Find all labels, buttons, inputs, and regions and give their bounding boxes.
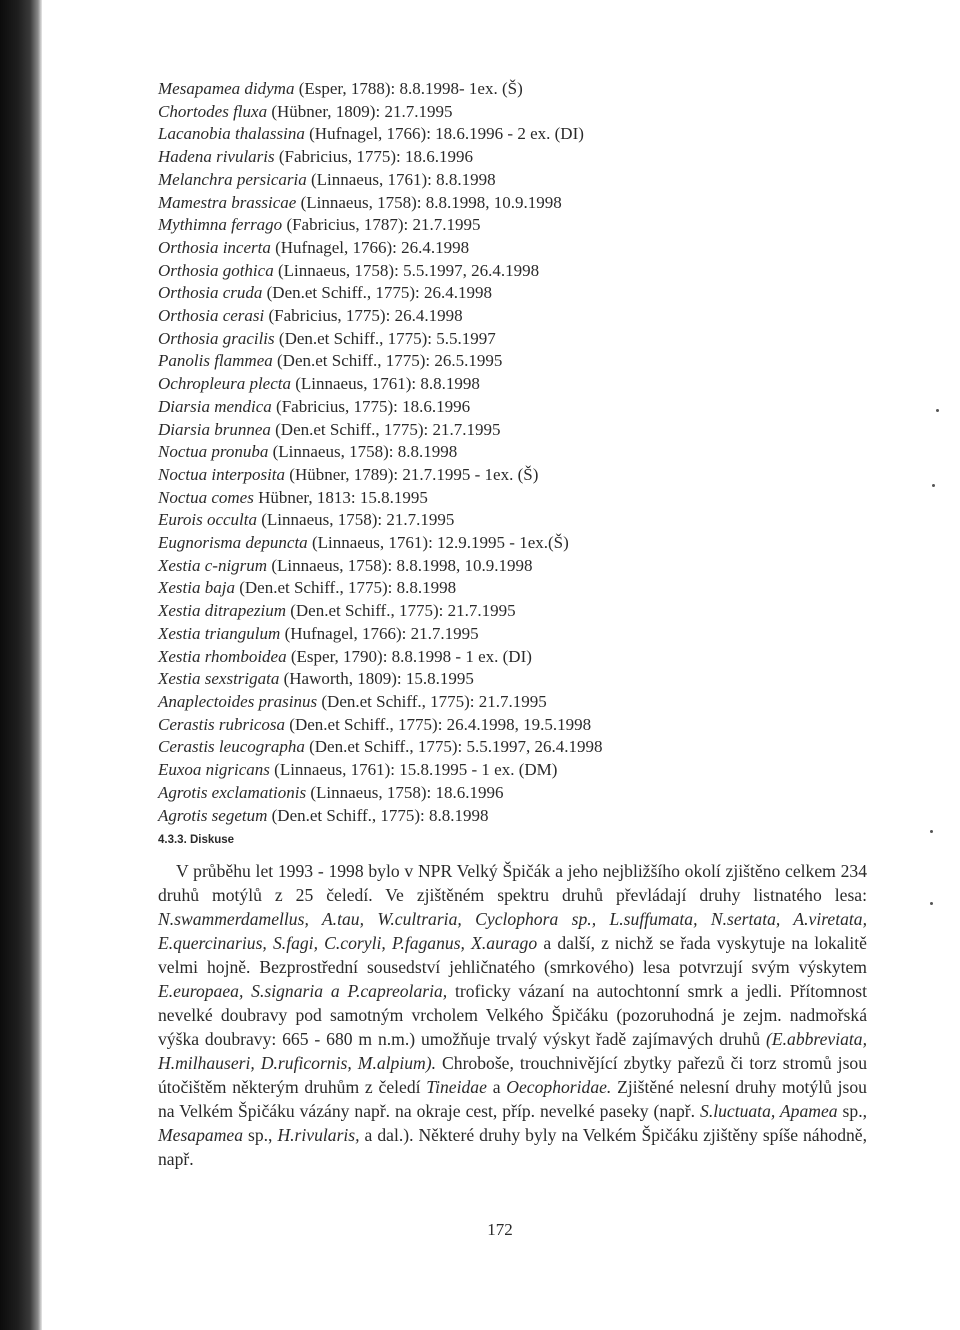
species-name: Xestia baja — [158, 578, 235, 598]
species-name: Xestia triangulum — [158, 623, 281, 643]
species-entry — [158, 419, 878, 442]
species-name: Agrotis exclamationis — [158, 782, 307, 802]
scan-speck — [930, 902, 933, 905]
species-record: (Hufnagel, 1766): 26.4.1998 — [270, 237, 470, 257]
species-entry — [158, 782, 878, 805]
species-entry — [158, 260, 878, 283]
scan-binding-edge — [0, 0, 42, 1330]
species-list — [158, 78, 878, 827]
species-record: (Den.et Schiff., 1775): 26.4.1998 — [262, 283, 492, 303]
species-entry — [158, 123, 878, 146]
species-name: Eugnorisma depuncta — [158, 533, 308, 553]
species-record: (Den.et Schiff., 1775): 5.5.1997 — [274, 328, 496, 348]
taxon-names: E.europaea, S.signaria a P.capreolaria, — [158, 981, 448, 1001]
species-name: Orthosia incerta — [158, 237, 271, 257]
species-record: (Linnaeus, 1761): 8.8.1998 — [290, 374, 480, 394]
species-name: Orthosia gothica — [158, 260, 274, 280]
species-entry — [158, 555, 878, 578]
species-entry — [158, 487, 878, 510]
species-record: (Linnaeus, 1761): 8.8.1998 — [306, 169, 496, 189]
species-entry — [158, 759, 878, 782]
species-record: (Linnaeus, 1758): 8.8.1998, 10.9.1998 — [267, 555, 533, 575]
text-run: Zjištěné nelesní druhy motýlů jsou na Velkém Špičáku vázány např. na okraje cest, příp. nevelké paseky (např. — [158, 1077, 867, 1121]
species-record: (Haworth, 1809): 15.8.1995 — [279, 669, 474, 689]
species-name: Orthosia cerasi — [158, 306, 265, 326]
text-run: sp., — [243, 1125, 278, 1145]
species-name: Xestia ditrapezium — [158, 601, 286, 621]
species-record: (Hübner, 1809): 21.7.1995 — [267, 101, 453, 121]
species-record: (Esper, 1790): 8.8.1998 - 1 ex. (DI) — [286, 646, 532, 666]
species-record: (Linnaeus, 1761): 12.9.1995 - 1ex.(Š) — [307, 533, 569, 553]
taxon-names: Tineidae — [426, 1077, 487, 1097]
species-entry — [158, 646, 878, 669]
species-entry — [158, 305, 878, 328]
species-record: (Hufnagel, 1766): 18.6.1996 - 2 ex. (DI) — [304, 124, 584, 144]
species-entry — [158, 714, 878, 737]
text-run: troficky vázaní na autochtonní smrk a jedli. Přítomnost nevelké doubravy pod samotným vrcholem Velkého Špičáku (pozoruhodná je zejm. nadmořská výška doubravy: 665 - 680 m n.m.) umožňuje trvalý výskyt řadě zajímavých druhů — [158, 981, 867, 1049]
discussion-paragraph — [158, 859, 867, 1171]
species-name: Xestia sexstrigata — [158, 669, 280, 689]
species-name: Cerastis rubricosa — [158, 714, 286, 734]
species-name: Euxoa nigricans — [158, 760, 270, 780]
species-name: Mamestra brassicae — [158, 192, 297, 212]
species-record: (Fabricius, 1775): 26.4.1998 — [264, 306, 463, 326]
species-record: (Den.et Schiff., 1775): 26.4.1998, 19.5.1998 — [285, 714, 592, 734]
species-name: Noctua comes — [158, 487, 254, 507]
species-record: (Linnaeus, 1758): 18.6.1996 — [306, 782, 504, 802]
species-name: Diarsia brunnea — [158, 419, 271, 439]
species-record: Hübner, 1813: 15.8.1995 — [253, 487, 428, 507]
taxon-names: N.swammerdamellus, A.tau, W.cultraria, Cyclophora sp., L.suffumata, N.sertata, A.viretata, E.quercinarius, S.fagi, C.coryli, P.faganus, X.aurago — [158, 909, 867, 953]
species-entry — [158, 577, 878, 600]
species-record: (Fabricius, 1775): 18.6.1996 — [274, 147, 473, 167]
species-record: (Esper, 1788): 8.8.1998- 1ex. (Š) — [294, 79, 523, 98]
species-entry — [158, 373, 878, 396]
text-run: a dal.). Některé druhy byly na Velkém Špičáku zjištěny spíše náhodně, např. — [158, 1125, 867, 1169]
species-entry — [158, 691, 878, 714]
species-entry — [158, 78, 878, 101]
species-name: Noctua pronuba — [158, 442, 269, 462]
species-name: Agrotis segetum — [158, 805, 268, 825]
species-record: (Den.et Schiff., 1775): 21.7.1995 — [285, 601, 516, 621]
species-name: Anaplectoides prasinus — [158, 691, 318, 711]
taxon-names: S.luctuata, Apamea — [700, 1101, 838, 1121]
species-name: Cerastis leucographa — [158, 737, 305, 757]
species-entry — [158, 282, 878, 305]
text-run: sp., — [837, 1101, 867, 1121]
species-name: Hadena rivularis — [158, 147, 275, 167]
species-name: Noctua interposita — [158, 464, 286, 484]
species-entry — [158, 668, 878, 691]
species-entry — [158, 237, 878, 260]
species-entry — [158, 328, 878, 351]
species-record: (Linnaeus, 1758): 8.8.1998 — [268, 442, 458, 462]
species-record: (Linnaeus, 1758): 21.7.1995 — [257, 510, 455, 530]
scan-speck — [932, 484, 935, 487]
species-entry — [158, 214, 878, 237]
species-name: Orthosia gracilis — [158, 328, 275, 348]
text-run: Chroboše, trouchnivějící zbytky pařezů či torz stromů jsou útočištěm některým druhům z čeledí — [158, 1053, 868, 1097]
species-record: (Den.et Schiff., 1775): 26.5.1995 — [272, 351, 503, 371]
species-record: (Den.et Schiff., 1775): 21.7.1995 — [270, 419, 501, 439]
scan-speck — [936, 409, 939, 412]
species-name: Orthosia cruda — [158, 283, 263, 303]
species-record: (Linnaeus, 1758): 8.8.1998, 10.9.1998 — [296, 192, 562, 212]
species-entry — [158, 396, 878, 419]
species-record: (Linnaeus, 1758): 5.5.1997, 26.4.1998 — [273, 260, 540, 280]
species-entry — [158, 600, 878, 623]
species-name: Melanchra persicaria — [158, 169, 307, 189]
taxon-names: Oecophoridae. — [506, 1077, 612, 1097]
species-entry — [158, 350, 878, 373]
taxon-names: H.rivularis, — [277, 1125, 360, 1145]
species-name: Panolis flammea — [158, 351, 273, 371]
species-entry — [158, 441, 878, 464]
species-name: Xestia c-nigrum — [158, 555, 268, 575]
species-entry — [158, 146, 878, 169]
species-record: (Den.et Schiff., 1775): 8.8.1998 — [234, 578, 457, 598]
species-name: Diarsia mendica — [158, 396, 272, 416]
species-record: (Fabricius, 1787): 21.7.1995 — [282, 215, 481, 235]
species-record: (Den.et Schiff., 1775): 5.5.1997, 26.4.1998 — [304, 737, 603, 757]
species-name: Mesapamea didyma — [158, 79, 295, 98]
section-heading: 4.3.3. Diskuse — [158, 834, 235, 846]
taxon-names: (E.abbreviata, H.milhauseri, D.ruficornis, M.alpium). — [158, 1029, 867, 1073]
species-entry — [158, 532, 878, 555]
species-record: (Den.et Schiff., 1775): 21.7.1995 — [317, 691, 547, 711]
taxon-names: Mesapamea — [158, 1125, 244, 1145]
species-entry — [158, 805, 878, 828]
species-entry — [158, 192, 878, 215]
species-entry — [158, 464, 878, 487]
species-record: (Linnaeus, 1761): 15.8.1995 - 1 ex. (DM) — [269, 760, 558, 780]
species-entry — [158, 623, 878, 646]
text-run: V průběhu let 1993 - 1998 bylo v NPR Velký Špičák a jeho nejbližšího okolí zjištěno celkem 234 druhů motýlů z 25 čeledí. Ve zjištěném spektru druhů převládají druhy listnatého lesa: — [158, 861, 867, 905]
species-record: (Fabricius, 1775): 18.6.1996 — [271, 396, 471, 416]
species-name: Mythimna ferrago — [158, 215, 283, 235]
text-run: a — [486, 1077, 507, 1097]
species-record: (Hübner, 1789): 21.7.1995 - 1ex. (Š) — [285, 464, 539, 484]
species-entry — [158, 101, 878, 124]
species-name: Chortodes fluxa — [158, 101, 268, 121]
scan-speck — [930, 830, 933, 833]
species-name: Eurois occulta — [158, 510, 257, 530]
text-run: a další, z nichž se řada vyskytuje na lokalitě velmi hojně. Bezprostřední sousedství jehličnatého (smrkového) lesa potvrzují svým výskytem — [158, 933, 867, 977]
species-entry — [158, 736, 878, 759]
species-name: Ochropleura plecta — [158, 374, 291, 394]
species-name: Lacanobia thalassina — [158, 124, 305, 144]
page-number: 172 — [487, 1220, 513, 1239]
species-entry — [158, 169, 878, 192]
species-entry — [158, 509, 878, 532]
discussion-text — [158, 859, 867, 1171]
species-record: (Hufnagel, 1766): 21.7.1995 — [280, 623, 479, 643]
species-record: (Den.et Schiff., 1775): 8.8.1998 — [267, 805, 489, 825]
species-name: Xestia rhomboidea — [158, 646, 287, 666]
